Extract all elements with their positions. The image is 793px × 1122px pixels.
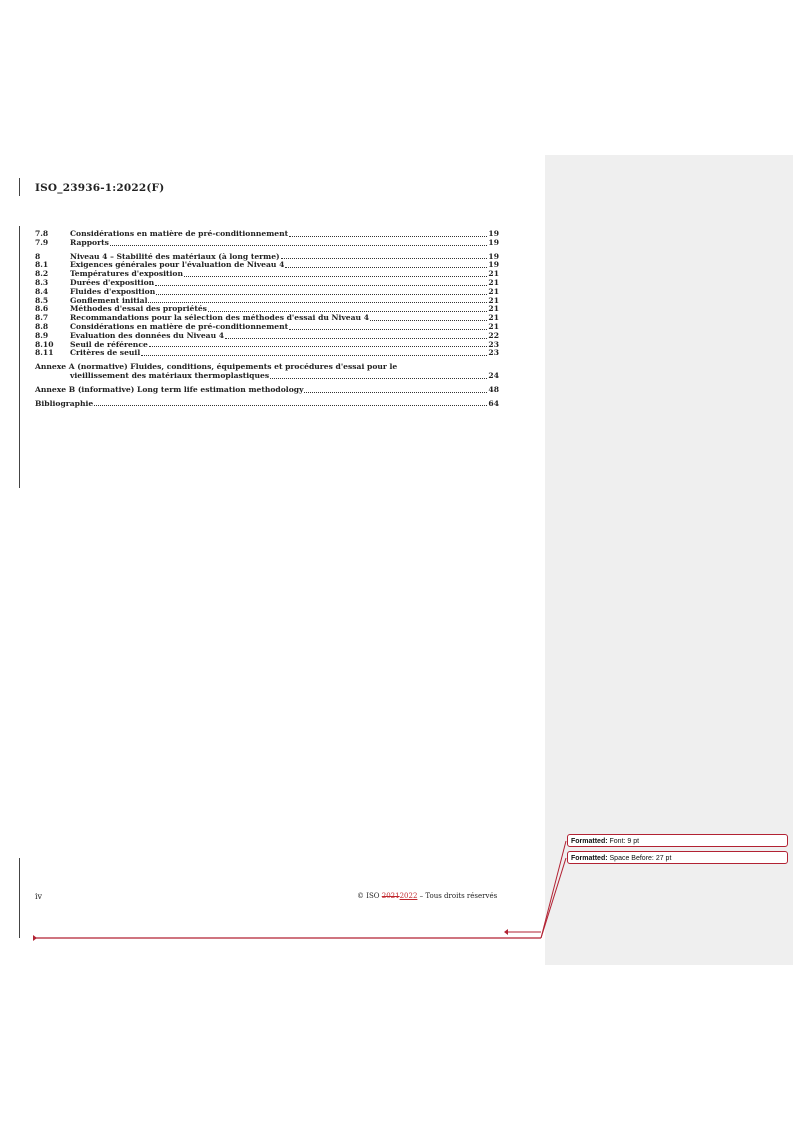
toc-entry-title: Rapports (70, 238, 109, 247)
toc-entry-number: 8.8 (35, 321, 49, 331)
toc-entry-number: 8.7 (35, 313, 49, 323)
toc-entry-page: 21 (488, 269, 499, 279)
toc-entry-page: 19 (488, 229, 499, 238)
toc-entry-title: Températures d'exposition (70, 270, 183, 279)
toc-entry-page: 21 (488, 286, 499, 296)
footer-page-number: iv (35, 892, 43, 901)
toc-entry-title: Recommandations pour la sélection des méthodes d'essai du Niveau 4 (70, 314, 369, 323)
toc-entry-number: 8.10 (35, 339, 54, 349)
comment-label: Formatted: (571, 855, 608, 862)
toc-entry-page: 21 (488, 295, 499, 305)
toc-entry-title: Fluides d'exposition (70, 287, 156, 296)
toc-entry-title: Considérations en matière de pré-conditionnement (70, 230, 289, 238)
anchor-marker (504, 929, 508, 935)
toc-entry-number: 7.9 (35, 237, 49, 247)
toc-entry-page: 19 (488, 237, 499, 247)
document-id-header: ISO_23936-1:2022(F) (35, 182, 165, 194)
toc-entry-number: 8.9 (35, 330, 49, 340)
toc-entry-title: vieillissement des matériaux thermoplastiques (70, 370, 270, 380)
toc-entry-page: 48 (488, 384, 499, 394)
toc-entry-number: 8.2 (35, 269, 49, 279)
connector-line-spacing (541, 858, 566, 938)
deleted-year: 2021 (381, 892, 400, 900)
toc-entry-number: 8.6 (35, 304, 49, 314)
toc-entry-number: 8.4 (35, 286, 49, 296)
toc-entry-title: Exigences générales pour l'évaluation de Niveau 4 (70, 261, 285, 270)
inserted-year: 2022 (399, 892, 418, 900)
toc-entry-title: Annexe B (informative) Long term life estimation methodology (35, 384, 304, 394)
toc-entry-title: Bibliographie (35, 398, 94, 408)
toc-entry-page: 23 (488, 339, 499, 349)
toc-entry-title: Niveau 4 – Stabilité des matériaux (à long terme) (70, 252, 280, 261)
comment-text: Space Before: 27 pt (607, 855, 672, 862)
toc-entry-title: Gonflement initial (70, 296, 148, 305)
toc-entry-page: 21 (488, 277, 499, 287)
toc-entry-title: Durées d'exposition (70, 278, 155, 287)
toc-entry-title: Considérations en matière de pré-conditionnement (70, 322, 289, 331)
toc-entry-page: 19 (488, 251, 499, 261)
toc-entry-number: 8.1 (35, 260, 49, 270)
toc-entry-page: 21 (488, 304, 499, 314)
comment-label: Formatted: (571, 838, 608, 845)
copyright-prefix: © ISO (357, 892, 382, 900)
toc-entry-title: Évaluation des données du Niveau 4 (70, 331, 225, 340)
toc-entry-title: Seuil de référence (70, 340, 148, 349)
toc-entry-page: 64 (488, 398, 499, 408)
anchor-marker (33, 935, 37, 941)
copyright-suffix: – Tous droits réservés (417, 892, 498, 900)
toc-entry-title: Annexe A (normative) Fluides, conditions, équipements et procédures d'essai pour le (35, 362, 398, 372)
toc-entry-title: Méthodes d'essai des propriétés (70, 305, 207, 314)
connector-line-font (541, 841, 566, 938)
toc-entry-number: 7.8 (35, 229, 49, 238)
toc-entry-page: 23 (488, 348, 499, 358)
toc-entry-page: 19 (488, 260, 499, 270)
toc-entry-page: 24 (488, 370, 499, 380)
toc-entry-page: 22 (488, 330, 499, 340)
toc-entry-number: 8.5 (35, 295, 49, 305)
toc-entry-page: 21 (488, 321, 499, 331)
toc-entry-number: 8.3 (35, 277, 49, 287)
comment-text: Font: 9 pt (607, 838, 640, 845)
toc-entry-number: 8.11 (35, 348, 54, 358)
toc-entry-number: 8 (35, 251, 41, 261)
toc-entry-page: 21 (488, 313, 499, 323)
toc-entry-title: Critères de seuil (70, 349, 141, 358)
